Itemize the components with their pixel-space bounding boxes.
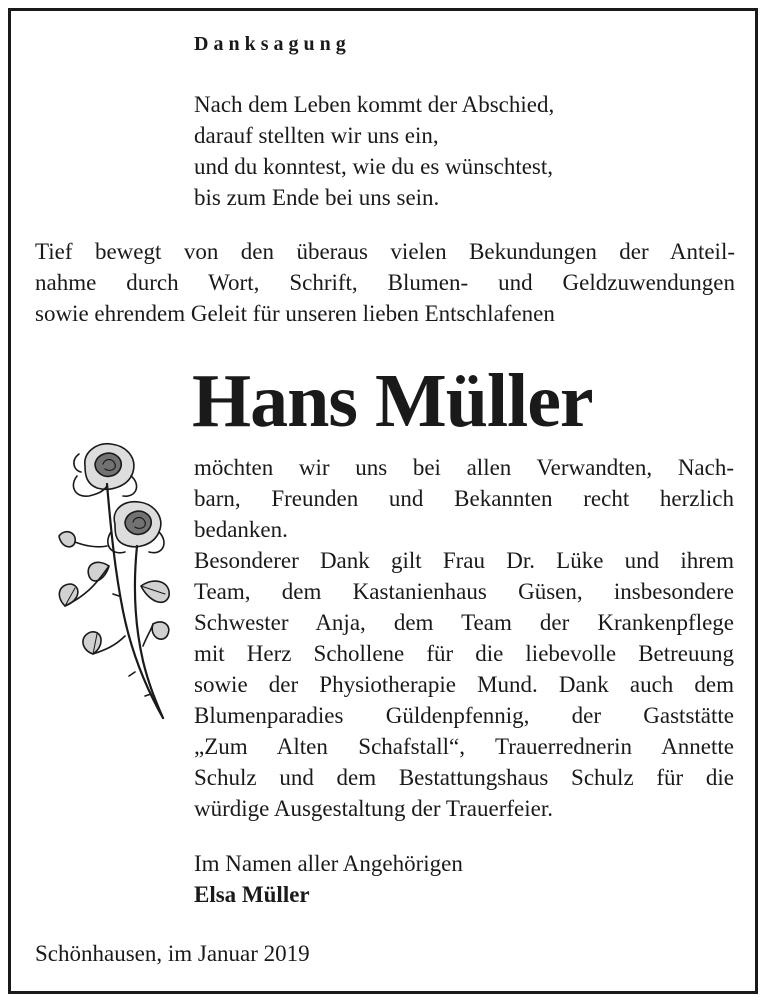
body-line: bedanken.	[194, 517, 288, 542]
closing-line: Im Namen aller Angehörigen	[194, 851, 463, 876]
rose-illustration-icon	[45, 436, 177, 726]
poem	[194, 89, 714, 213]
body-line: mit Herz Schollene für die liebevolle Betreuung	[194, 641, 734, 666]
poem-line: und du konntest, wie du es wünschtest,	[194, 154, 554, 179]
poem-line: Nach dem Leben kommt der Abschied,	[194, 92, 555, 117]
intro-line: sowie ehrendem Geleit für unseren lieben Entschlafenen	[35, 301, 555, 326]
place-date: Schönhausen, im Januar 2019	[35, 941, 310, 966]
intro-line: Tief bewegt von den überaus vielen Bekundungen der Anteil-	[35, 239, 735, 264]
poem-line: darauf stellten wir uns ein,	[194, 123, 439, 148]
poem-line: bis zum Ende bei uns sein.	[194, 185, 440, 210]
obituary-notice	[8, 8, 758, 994]
thanks-paragraph	[194, 452, 734, 824]
body-line: barn, Freunden und Bekannten recht herzlich	[194, 486, 734, 511]
body-line: Schulz und dem Bestattungshaus Schulz für die	[194, 765, 734, 790]
intro-paragraph	[35, 236, 735, 329]
body-line: sowie der Physiotherapie Mund. Dank auch dem	[194, 672, 734, 697]
signer-name: Elsa Müller	[194, 882, 310, 907]
body-line: würdige Ausgestaltung der Trauerfeier.	[194, 796, 553, 821]
body-line: Team, dem Kastanienhaus Güsen, insbesondere	[194, 579, 734, 604]
body-line: Besonderer Dank gilt Frau Dr. Lüke und ihrem	[194, 548, 734, 573]
body-line: Blumenparadies Güldenpfennig, der Gaststätte	[194, 703, 734, 728]
body-line: „Zum Alten Schafstall“, Trauerrednerin Annette	[194, 734, 734, 759]
notice-heading: Danksagung	[194, 33, 351, 55]
body-line: möchten wir uns bei allen Verwandten, Nach-	[194, 455, 734, 480]
intro-line: nahme durch Wort, Schrift, Blumen- und Geldzuwendungen	[35, 270, 735, 295]
body-line: Schwester Anja, dem Team der Krankenpflege	[194, 610, 734, 635]
deceased-name: Hans Müller	[192, 359, 593, 443]
closing-block	[194, 848, 463, 910]
